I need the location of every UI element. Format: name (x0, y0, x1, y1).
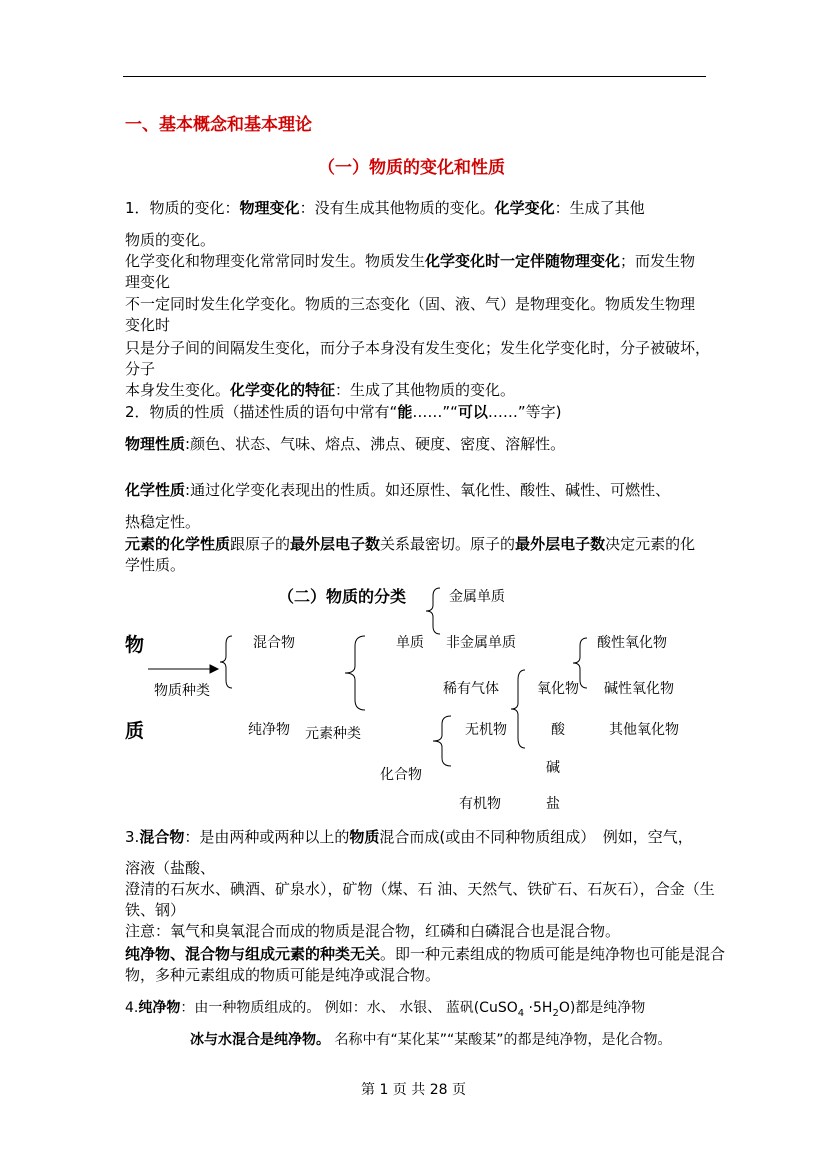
p6-line1: 元素的化学性质跟原子的最外层电子数关系最密切。原子的最外层电子数决定元素的化 (125, 535, 696, 553)
brace-inorganic (511, 670, 527, 748)
organic-node: 有机物 (459, 796, 501, 812)
element-kind-label: 元素种类 (305, 726, 361, 742)
subsection-heading: （一）物质的变化和性质 (318, 158, 505, 178)
p1-line2: 物质的变化。 (125, 231, 216, 249)
diagram-wu: 物 (125, 634, 145, 656)
brace-compound (433, 716, 453, 766)
acid-oxide-node: 酸性氧化物 (597, 635, 667, 651)
compound-node: 化合物 (380, 767, 422, 783)
brace-pure (345, 636, 367, 710)
pure-node: 纯净物 (248, 722, 290, 738)
metal-node: 金属单质 (449, 589, 505, 605)
oxide-node: 氧化物 (537, 681, 579, 697)
p8-line2: 冰与水混合是纯净物。 名称中有“某化某”“某酸某”的都是纯净物，是化合物。 (190, 1032, 672, 1048)
p7-line2: 溶液（盐酸、 (125, 859, 216, 877)
p7-line4: 铁、钢） (125, 901, 186, 919)
p7-line6: 纯净物、混合物与组成元素的种类无关。即一种元素组成的物质可能是纯净物也可能是混合 (125, 945, 726, 963)
brace-kind (220, 636, 234, 688)
simple-node: 单质 (396, 635, 424, 651)
brace-oxide (573, 638, 589, 688)
p2-line1: 化学变化和物理变化常常同时发生。物质发生化学变化时一定伴随物理变化；而发生物 (125, 252, 696, 270)
p4-line: 物理性质:颜色、状态、气味、熔点、沸点、硬度、密度、溶解性。 (125, 435, 566, 453)
p1-line1: 1．物质的变化：物理变化：没有生成其他物质的变化。化学变化：生成了其他 (125, 199, 645, 217)
p5-line2: 热稳定性。 (125, 513, 201, 531)
diagram-title: （二）物质的分类 (278, 587, 407, 606)
brace-simple (426, 588, 442, 634)
p7-line3: 澄清的石灰水、碘酒、矿泉水），矿物（煤、石 油、天然气、铁矿石、石灰石），合金（生 (125, 880, 715, 898)
diagram-zhi: 质 (125, 720, 145, 742)
p7-line7: 物，多种元素组成的物质可能是纯净或混合物。 (125, 966, 441, 984)
p2-line5: 只是分子间的间隔发生变化，而分子本身没有发生变化；发生化学变化时，分子被破坏， (125, 339, 711, 357)
p3-line: 2．物质的性质（描述性质的语句中常有“能……”“可以……”等字) (125, 403, 562, 421)
base-node: 碱 (546, 760, 560, 776)
p2-line7: 本身发生变化。化学变化的特征：生成了其他物质的变化。 (125, 381, 516, 399)
section-heading: 一、基本概念和基本理论 (125, 115, 312, 135)
p2-line6: 分子 (125, 360, 156, 378)
basic-oxide-node: 碱性氧化物 (604, 681, 674, 697)
p2-line4: 变化时 (125, 316, 171, 334)
kind-arrow (148, 664, 218, 674)
mixture-node: 混合物 (253, 635, 295, 651)
acid-node: 酸 (551, 722, 565, 738)
salt-node: 盐 (546, 796, 560, 812)
p6-line2: 学性质。 (125, 556, 186, 574)
other-oxide-node: 其他氧化物 (609, 722, 679, 738)
p7-line1: 3.混合物：是由两种或两种以上的物质混合而成(或由不同种物质组成） 例如，空气， (125, 828, 693, 846)
nonmetal-node: 非金属单质 (446, 635, 516, 651)
page-footer: 第 1 页 共 28 页 (361, 1082, 466, 1098)
p2-line3: 不一定同时发生化学变化。物质的三态变化（固、液、气）是物理变化。物质发生物理 (125, 295, 696, 313)
p2-line2: 理变化 (125, 273, 171, 291)
p7-line5: 注意：氧气和臭氧混合而成的物质是混合物，红磷和白磷混合也是混合物。 (125, 922, 621, 940)
header-rule (123, 76, 706, 77)
noble-node: 稀有气体 (443, 681, 499, 697)
p8-line1: 4.纯净物：由一种物质组成的。 例如：水、 水银、 蓝矾(CuSO$_4$ $\cdot 5H_2O$)都是纯净物 (125, 1000, 646, 1019)
inorganic-node: 无机物 (465, 722, 507, 738)
p5-line1: 化学性质:通过化学变化表现出的性质。如还原性、氧化性、酸性、碱性、可燃性、 (125, 481, 671, 499)
kind-label: 物质种类 (154, 683, 210, 699)
